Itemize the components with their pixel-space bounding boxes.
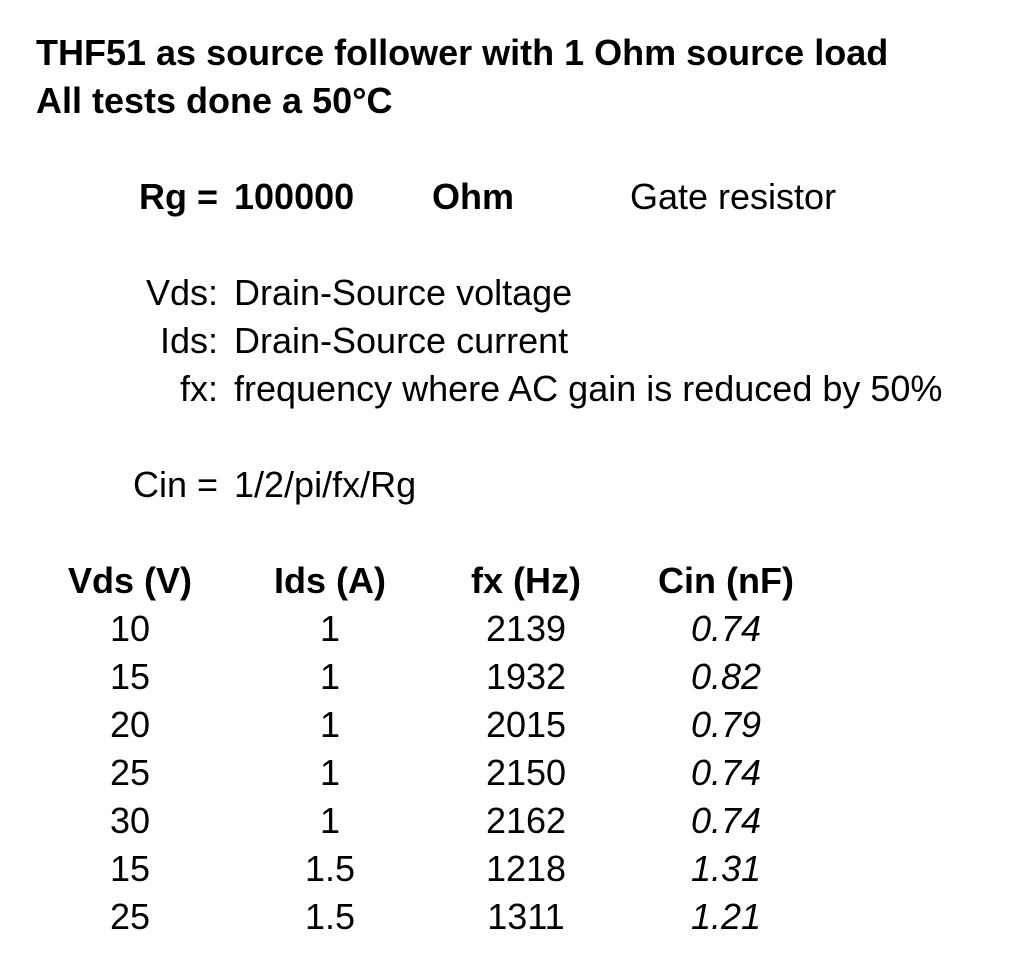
table-cell-cin: 1.21 [690, 896, 762, 937]
table-cell-ids: 1 [319, 800, 341, 841]
table-cell-vds: 25 [109, 752, 151, 793]
definition-term-vds: Vds: [145, 272, 218, 313]
definition-text-vds: Drain-Source voltage [234, 272, 573, 313]
table-cell-cin: 0.82 [690, 656, 762, 697]
table-cell-vds: 30 [109, 800, 151, 841]
table-cell-cin: 1.31 [690, 848, 762, 889]
table-cell-vds: 20 [109, 704, 151, 745]
table-cell-cin: 0.74 [690, 752, 762, 793]
title-line-1: THF51 as source follower with 1 Ohm source load [36, 32, 889, 73]
table-cell-ids: 1 [319, 608, 341, 649]
table-cell-fx: 2015 [485, 704, 567, 745]
definition-term-fx: fx: [179, 368, 218, 409]
title-line-2: All tests done a 50°C [36, 80, 393, 121]
table-cell-fx: 2150 [485, 752, 567, 793]
table-cell-vds: 10 [109, 608, 151, 649]
table-cell-vds: 15 [109, 848, 151, 889]
table-cell-fx: 1311 [487, 896, 565, 937]
table-cell-cin: 0.74 [690, 800, 762, 841]
rg-value: 100000 [234, 176, 355, 217]
table-cell-fx: 1218 [485, 848, 567, 889]
definition-text-fx: frequency where AC gain is reduced by 50% [234, 368, 943, 409]
cin-formula: 1/2/pi/fx/Rg [234, 464, 417, 505]
table-header-fx: fx (Hz) [471, 560, 581, 601]
cin-label: Cin = [132, 464, 218, 505]
table-cell-fx: 2139 [485, 608, 567, 649]
rg-description: Gate resistor [630, 176, 837, 217]
table-cell-ids: 1.5 [304, 848, 356, 889]
definition-term-ids: Ids: [159, 320, 218, 361]
table-cell-fx: 1932 [485, 656, 567, 697]
table-cell-cin: 0.79 [690, 704, 762, 745]
table-header-ids: Ids (A) [274, 560, 386, 601]
definition-text-ids: Drain-Source current [234, 320, 569, 361]
table-header-cin: Cin (nF) [658, 560, 794, 601]
rg-unit: Ohm [432, 176, 515, 217]
table-cell-ids: 1 [319, 656, 341, 697]
table-cell-vds: 25 [109, 896, 151, 937]
table-cell-cin: 0.74 [690, 608, 762, 649]
table-header-vds: Vds (V) [67, 560, 192, 601]
table-cell-vds: 15 [109, 656, 151, 697]
table-cell-ids: 1 [319, 752, 341, 793]
rg-label: Rg = [138, 176, 218, 217]
table-cell-ids: 1 [319, 704, 341, 745]
table-cell-fx: 2162 [485, 800, 567, 841]
table-cell-ids: 1.5 [304, 896, 356, 937]
